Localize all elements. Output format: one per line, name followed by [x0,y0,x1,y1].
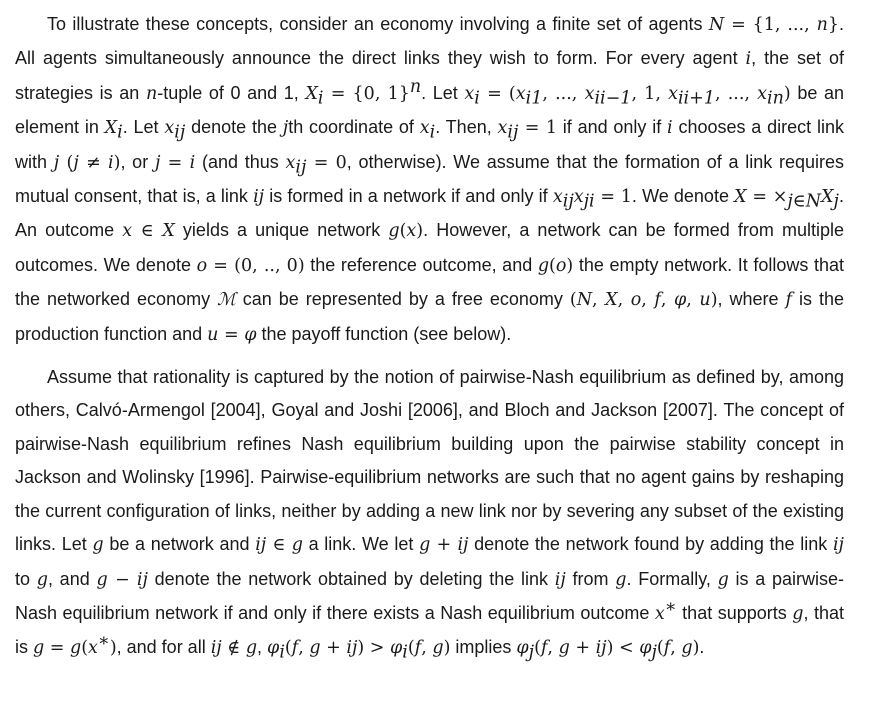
math-symbol: x [654,603,665,624]
math-symbol: g [419,535,431,556]
math-operator: ) [566,255,574,276]
math-operator: ( [656,638,664,659]
text-run: . [699,637,705,658]
math-symbol: u [207,324,219,345]
paragraph-pairwise-nash [15,361,844,666]
math-subscript: ij [295,157,307,178]
math-symbol: i [189,152,196,173]
math-operator: = 0 [306,152,347,173]
math-subscript: ij [507,122,519,143]
math-operator: + [430,535,458,556]
math-symbol: g [92,535,104,556]
math-operator: ∈ [266,535,292,556]
math-operator: = × [746,187,788,208]
math-operator: , [421,638,433,659]
math-symbol: φ [390,638,403,659]
math-symbol: i [108,152,114,173]
text-run: denote the network obtained by deleting the link [147,568,555,589]
math-subscript: j [651,642,657,663]
math-operator: ) [710,290,718,311]
text-run: . Then, [435,117,498,138]
math-symbol: n [816,15,828,35]
math-operator: ) [113,152,121,173]
math-symbol: x [515,83,526,104]
math-symbol: g [537,255,550,276]
math-operator: ) > [357,638,391,659]
math-symbol: g [432,638,444,659]
math-operator: = (0, .., 0) [207,255,305,276]
math-operator: , [686,290,700,311]
math-symbol: g [245,638,258,659]
math-symbol: j [73,152,79,173]
math-operator: } [827,15,839,35]
math-subscript: j [528,642,535,663]
text-run: can be represented by a free economy [235,289,570,310]
math-symbol: φ [267,638,280,659]
math-symbol: X [821,187,834,208]
math-symbol: x [122,221,133,242]
math-superscript: n [409,76,422,97]
math-operator: ∉ [221,638,246,659]
math-symbol: n [145,83,158,104]
math-operator: , ..., [542,83,585,104]
math-operator: = [218,324,245,345]
math-operator: ) [416,221,424,242]
text-run: to [15,568,37,589]
math-symbol: f [291,638,299,659]
text-run: . However, a network can be formed from multiple outcomes. We denote [15,220,844,275]
text-run: denote the network found by adding the link [468,534,833,555]
math-subscript: ji [583,191,595,212]
math-operator: ( [284,638,292,659]
math-operator: + [569,638,596,659]
math-subscript: i [402,642,408,663]
math-symbol: j [282,118,289,139]
math-operator: ∈ [132,221,163,242]
math-operator: ) [443,638,451,659]
text-run: Assume that rationality is captured by the notion of pairwise-Nash equilibrium as defined by, among others, Calvó-Armengol [2004], Goyal and Joshi [2006], and Bloch and Jackson [2007]. The concept of pairwise-Nash equilibrium refines Nash equilibrium building upon the pairwise stability concept in Jackson and Wolinsky [1996]. Pairwise-equilibrium networks are such that no agent gains by reshaping the current configuration of links, neither by adding a new link nor by severing any subset of the existing links. Let [15,367,844,555]
text-run: from [565,568,616,589]
text-run: chooses a direct link with [15,117,844,172]
math-symbol: x [668,83,678,104]
math-symbol: ij [255,535,267,556]
math-symbol: f [663,638,671,659]
math-operator: ) [783,83,791,104]
math-symbol: N [576,290,593,311]
math-subscript: i [317,88,324,109]
math-symbol: N [708,15,725,35]
math-symbol: g [291,535,303,556]
text-run: , that is [15,602,845,658]
math-operator: ( [569,290,577,311]
math-operator: , [592,290,606,311]
math-symbol: ij [832,535,844,556]
text-run: (and thus [195,151,286,172]
math-symbol: x [406,221,417,242]
math-symbol: g [70,638,82,659]
text-run: the reference outcome, and [304,254,538,275]
math-symbol: g [33,638,45,659]
math-symbol: x [285,152,296,173]
math-subscript: j [833,191,839,212]
math-subscript: i [429,122,436,143]
math-symbol: X [605,290,618,311]
math-symbol: g [558,638,570,659]
math-symbol: ij [457,535,469,556]
text-run: . Let [421,82,465,103]
math-subscript: ij [174,122,186,143]
text-run: the payoff function (see below). [256,323,512,344]
math-symbol: X [104,118,118,139]
math-symbol: j [53,152,60,173]
math-subscript: i [117,122,123,143]
math-symbol: o [196,255,208,276]
math-operator: , [298,638,310,659]
math-operator: , [670,638,682,659]
math-symbol: x [584,83,595,104]
text-run: , and [47,568,97,589]
math-symbol: g [309,638,321,659]
math-operator: − [107,569,137,590]
text-run: , and for all [116,637,211,658]
math-symbol: x [573,187,584,208]
math-operator: ≠ [78,152,109,173]
math-symbol: g [792,603,804,624]
text-run: is a pairwise-Nash equilibrium network if and only if there exists a Nash equilibrium outcome [15,568,845,623]
math-symbol: g [96,569,108,590]
text-run: yields a unique network [174,220,389,241]
math-symbol: x [419,118,430,139]
math-operator: = {0, 1} [323,83,410,104]
math-operator: + [320,638,347,659]
text-run: . We denote [631,186,735,207]
math-operator: ( [81,638,89,659]
text-run: . An outcome [15,186,844,241]
math-operator: ) < [606,638,640,659]
math-subscript: ii−1 [594,88,632,109]
math-operator: = {1, ..., [724,15,817,35]
math-subscript: j∈N [787,191,822,212]
math-symbol: X [305,83,318,104]
math-operator: ) [109,638,117,659]
math-symbol: x [552,187,563,208]
math-symbol: i [667,118,673,139]
text-run: that supports [676,602,793,623]
math-subscript: ii+1 [677,88,715,109]
math-symbol: ij [554,569,566,590]
math-operator: ( [534,638,541,659]
document-body [15,8,844,666]
math-operator: = 1 [518,118,557,139]
text-run: , where [717,289,786,310]
math-operator: = [44,638,70,659]
math-symbol: o [630,290,642,311]
math-symbol: ij [346,638,358,659]
math-symbol: φ [674,290,687,311]
math-symbol: ij [253,187,265,208]
math-operator: , [617,290,631,311]
text-run: a link. We let [302,534,420,555]
text-run: , [257,637,268,658]
math-symbol: x [164,118,175,139]
text-run: be an element in [15,82,845,138]
math-symbol: x [757,83,768,104]
math-operator: , ..., [714,83,758,104]
math-symbol: o [555,255,567,276]
text-run: denote the [185,117,283,138]
math-symbol: ℳ [217,290,236,311]
text-run: , the set of strategies is an [15,48,844,103]
math-symbol: x [497,118,508,139]
math-operator: ) [692,638,700,659]
math-operator: ( [549,255,556,276]
text-run: if and only if [556,117,668,138]
text-run: is the production function and [15,289,844,344]
math-symbol: φ [244,324,257,345]
math-operator: , [547,638,559,659]
text-run: , or [120,151,155,172]
math-superscript: ∗ [97,631,110,652]
math-symbol: g [717,569,729,590]
math-symbol: f [654,290,661,311]
math-symbol: ij [210,638,222,659]
math-operator: , [641,290,655,311]
math-subscript: i1 [525,88,543,109]
math-symbol: X [162,221,175,242]
math-subscript: i [279,642,285,663]
math-superscript: ∗ [664,596,677,617]
math-symbol: x [464,83,475,104]
text-run: the empty network. It follows that the networked economy [15,254,844,310]
math-symbol: x [88,638,98,659]
paragraph-economy-setup [15,8,844,352]
text-run: To illustrate these concepts, consider an economy involving a finite set of agents [47,14,709,34]
math-symbol: g [388,221,400,242]
math-symbol: ij [595,638,607,659]
text-run: th coordinate of [288,117,420,138]
math-symbol: f [540,638,548,659]
text-run: . Let [122,117,165,138]
math-symbol: g [615,569,627,590]
math-symbol: g [36,569,48,590]
math-subscript: in [767,88,784,109]
math-operator: = ( [479,83,516,104]
text-run: implies [450,637,517,658]
text-run: -tuple of 0 and 1, [157,82,306,103]
math-operator: , [660,290,675,311]
math-operator: ( [59,152,74,173]
math-symbol: ij [136,569,148,590]
math-symbol: f [414,638,422,659]
math-symbol: u [699,290,711,311]
math-symbol: i [745,49,752,70]
math-subscript: ij [562,191,574,212]
text-run: , otherwise). We assume that the formation of a link requires mutual consent, that is, a link [15,151,844,207]
math-symbol: φ [639,638,652,659]
math-operator: = [160,152,190,173]
math-symbol: j [154,152,161,173]
text-run: . Formally, [626,568,718,589]
math-symbol: φ [516,638,529,659]
math-symbol: f [785,290,792,311]
math-operator: , 1, [631,83,669,104]
math-operator: ( [399,221,407,242]
text-run: be a network and [103,534,256,555]
math-operator: ( [407,638,415,659]
math-symbol: g [681,638,693,659]
math-subscript: i [474,88,480,109]
text-run: . All agents simultaneously announce the direct links they wish to form. For every agent [15,14,844,69]
text-run: is formed in a network if and only if [264,186,553,207]
math-symbol: X [734,187,747,208]
math-operator: = 1 [594,187,632,208]
